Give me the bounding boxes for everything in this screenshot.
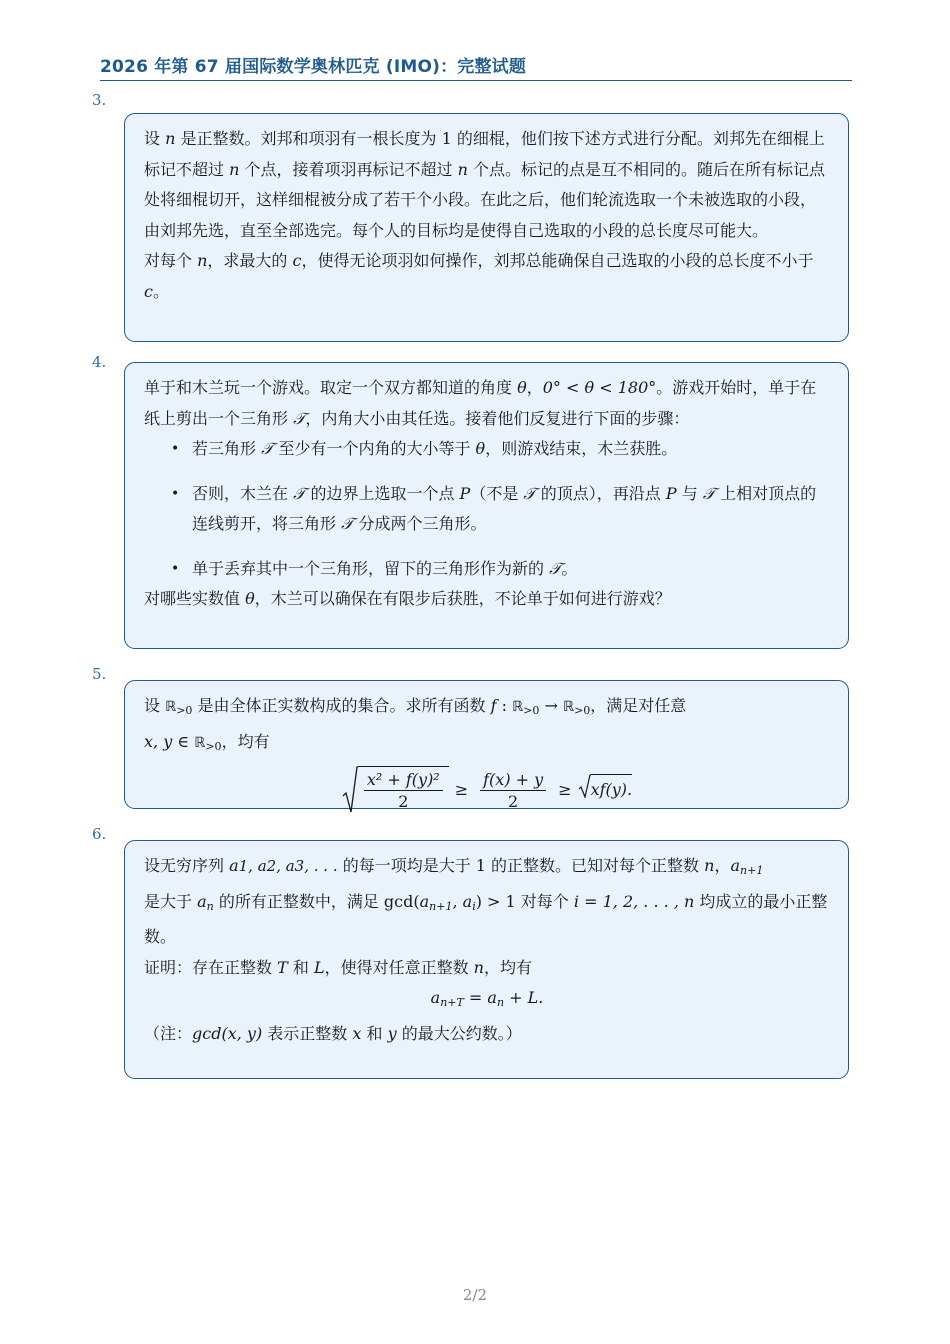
page-header [100,52,852,81]
problem-3-number: 3. [92,91,107,109]
problem-6-number: 6. [92,825,107,843]
problem-6-proof-prompt: 证明：存在正整数 T 和 L，使得对任意正整数 n，均有 [144,957,532,977]
problem-4-box [124,362,849,649]
list-item: • 否则，木兰在 𝒯 的边界上选取一个点 P（不是 𝒯 的顶点），再沿点 P 与 𝒯 上相对顶点的连线剪开，将三角形 𝒯 分成两个三角形。 [192,479,830,540]
problem-5-box [124,680,849,809]
problem-3-question: 对每个 n，求最大的 c，使得无论项羽如何操作，刘邦总能确保自己选取的小段的总长度不小于 c。 [144,251,814,301]
problem-3-box [124,113,849,342]
problem-6-statement: 设无穷序列 a1, a2, a3, . . . 的每一项均是大于 1 的正整数。已知对每个正整数 n，an+1 是大于 an 的所有正整数中，满足 gcd(an+1, ai) > 1 对每个 i = 1, 2, . . . , n 均成立的最小正整数。 [144,856,828,946]
problem-6-note: （注：gcd(x, y) 表示正整数 x 和 y 的最大公约数。） [144,1023,522,1043]
problem-4-intro: 单于和木兰玩一个游戏。取定一个双方都知道的角度 θ，0° < θ < 180°。游戏开始时，单于在纸上剪出一个三角形 𝒯，内角大小由其任选。接着他们反复进行下面的步骤： [144,378,817,428]
sqrt-symbol: xf(y). [578,774,633,806]
document-title: 2026 年第 67 届国际数学奥林匹克 (IMO)：完整试题 [100,57,527,77]
problem-3-statement: 设 n 是正整数。刘邦和项羽有一根长度为 1 的细棍，他们按下述方式进行分配。刘邦先在细棍上标记不超过 n 个点，接着项羽再标记不超过 n 个点。标记的点是互不相同的。随后在所有标记点处将细棍切开，这样细棍被分成了若干个小段。在此之后，他们轮流选取一个未被选取的小段，由刘邦先选，直至全部选完。每个人的目标均是使得自己选取的小段的总长度尽可能大。 [144,129,825,240]
problem-6-equation: an+T = an + L. [430,988,544,1009]
problem-5-inequality: $\frac{\text{x² + f(y)²}}{2}$ ≥ $\frac{f(x) + y}{2}$ ≥ xf(y). [144,762,830,818]
sqrt-symbol: $\frac{\text{x² + f(y)²}}{2}$ [342,766,449,814]
problem-5-number: 5. [92,665,107,683]
page-number: 2/2 [462,1286,488,1304]
problem-5-statement: 设 ℝ$_{>0}$ 是由全体正实数构成的集合。求所有函数 f : ℝ$_{>0}$ → ℝ$_{>0}$，满足对任意 x, y ∈ ℝ$_{>0}$，均有 [144,696,687,753]
problem-6-box [124,840,849,1079]
list-item: • 若三角形 𝒯 至少有一个内角的大小等于 θ，则游戏结束，木兰获胜。 [192,434,830,465]
problem-4-question: 对哪些实数值 θ，木兰可以确保在有限步后获胜，不论单于如何进行游戏？ [144,589,671,608]
problem-4-number: 4. [92,353,107,371]
problem-4-steps [144,434,830,584]
list-item: • 单于丢弃其中一个三角形，留下的三角形作为新的 𝒯。 [192,554,830,585]
